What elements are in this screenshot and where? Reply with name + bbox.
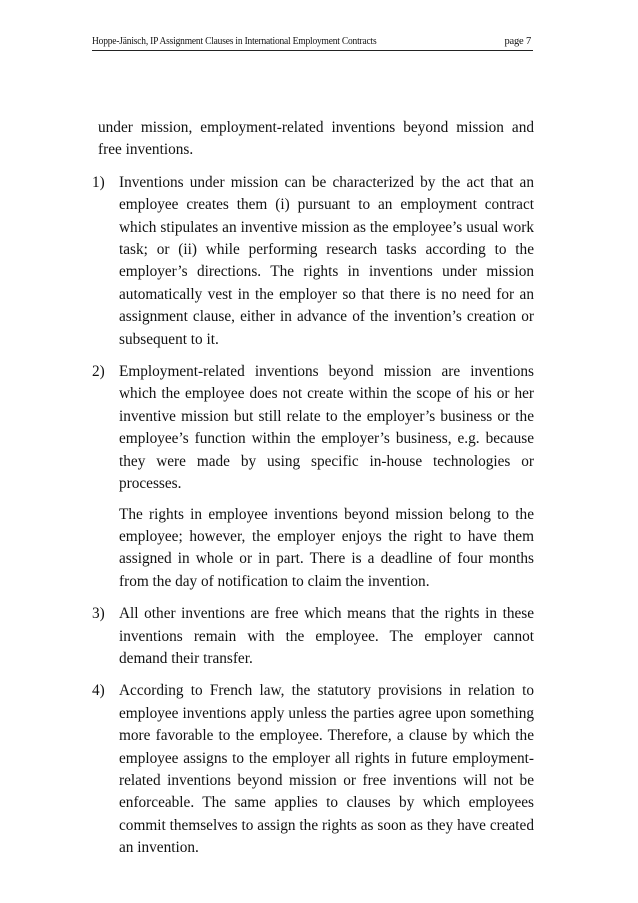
list-item-paragraph: All other inventions are free which means that the rights in these inventions remain with the employee. The employer cannot demand their transfer. — [119, 605, 534, 667]
header-rule — [92, 50, 533, 51]
list-item-paragraph: According to French law, the statutory provisions in relation to employee inventions apply unless the parties agree upon something more favorable to the employee. Therefore, a clause by which the employee assigns to the employer all rights in future employment-related inventions beyond mission or free inventions will not be enforceable. The same applies to clauses by which employees commit themselves to assign the rights as soon as they have created an invention. — [119, 682, 534, 857]
body-text — [92, 117, 534, 870]
list-item — [92, 603, 534, 670]
list-item-number: 2) — [92, 363, 105, 381]
running-header — [92, 33, 533, 51]
intro-paragraph: under mission, employment-related inventions beyond mission and free inventions. — [98, 119, 534, 159]
list-item-number: 1) — [92, 173, 105, 191]
list-item-paragraph: The rights in employee inventions beyond mission belong to the employee; however, the employer enjoys the right to have them assigned in whole or in part. There is a deadline of four months from the day of notification to claim the invention. — [119, 505, 534, 590]
list-item — [92, 680, 534, 859]
list-item-number: 3) — [92, 605, 105, 623]
list-item — [92, 172, 534, 351]
list-item-paragraph: Employment-related inventions beyond mission are inventions which the employee does not create within the scope of his or her inventive mission but still relate to the employer’s business or the employee’s function within the employer’s business, e.g. because they were made by using specific in-house technologies or processes. — [119, 363, 534, 493]
list-item-number: 4) — [92, 682, 105, 700]
list-item — [92, 361, 534, 593]
header-title: Hoppe-Jänisch, IP Assignment Clauses in International Employment Contracts — [92, 36, 377, 47]
list-item-paragraph: Inventions under mission can be characterized by the act that an employee creates them (i) pursuant to an employment contract which stipulates an inventive mission as the employee’s usual work task; or (ii) while performing research tasks according to the employer’s directions. The rights in inventions under mission automatically vest in the employer so that there is no need for an assignment clause, either in advance of the invention’s creation or subsequent to it. — [119, 173, 534, 348]
page-number: page 7 — [504, 36, 531, 47]
